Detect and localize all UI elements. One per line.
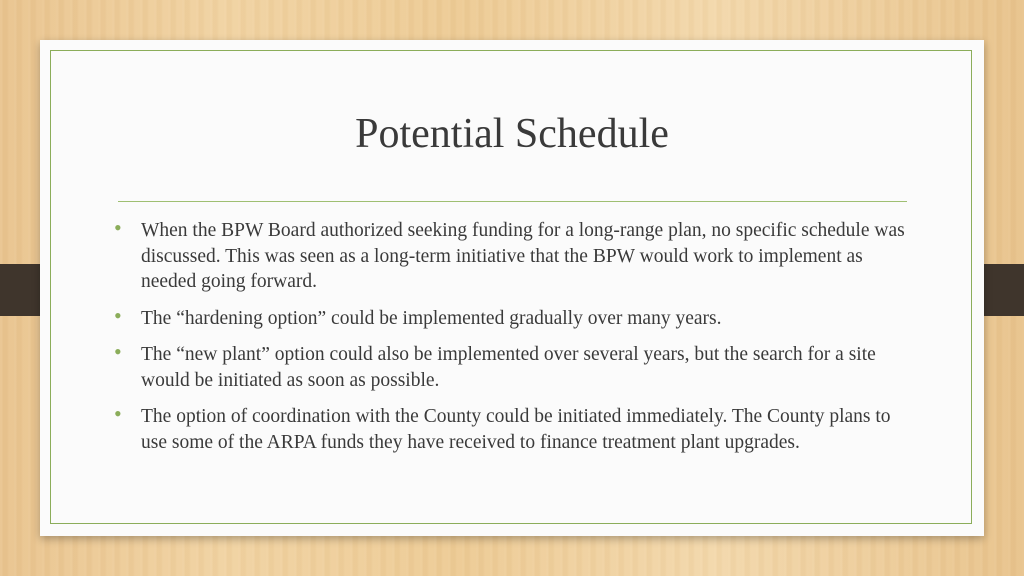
bullet-dot-icon: • [114,215,122,240]
bullet-item-3 [114,339,914,393]
bullet-item-4 [114,401,914,455]
bullet-item-2 [114,302,914,332]
bullet-list [114,215,914,466]
bullet-text-1: When the BPW Board authorized seeking funding for a long-range plan, no specific schedule was discussed. This was seen as a long-term initiative that the BPW would work to implement as needed going forward. [141,220,905,292]
bullet-text-4: The option of coordination with the County could be initiated immediately. The County plans to use some of the ARPA funds they have received to finance treatment plant upgrades. [141,406,891,453]
slide-title: Potential Schedule [355,111,669,157]
bullet-dot-icon: • [114,339,122,364]
bullet-dot-icon: • [114,401,122,426]
bullet-text-3: The “new plant” option could also be implemented over several years, but the search for a site would be initiated as soon as possible. [141,344,876,391]
slide-card [40,40,984,536]
title-divider [118,201,907,202]
bullet-dot-icon: • [114,302,122,328]
bullet-item-1 [114,215,914,295]
bullet-text-2: The “hardening option” could be implemented gradually over many years. [141,307,722,329]
